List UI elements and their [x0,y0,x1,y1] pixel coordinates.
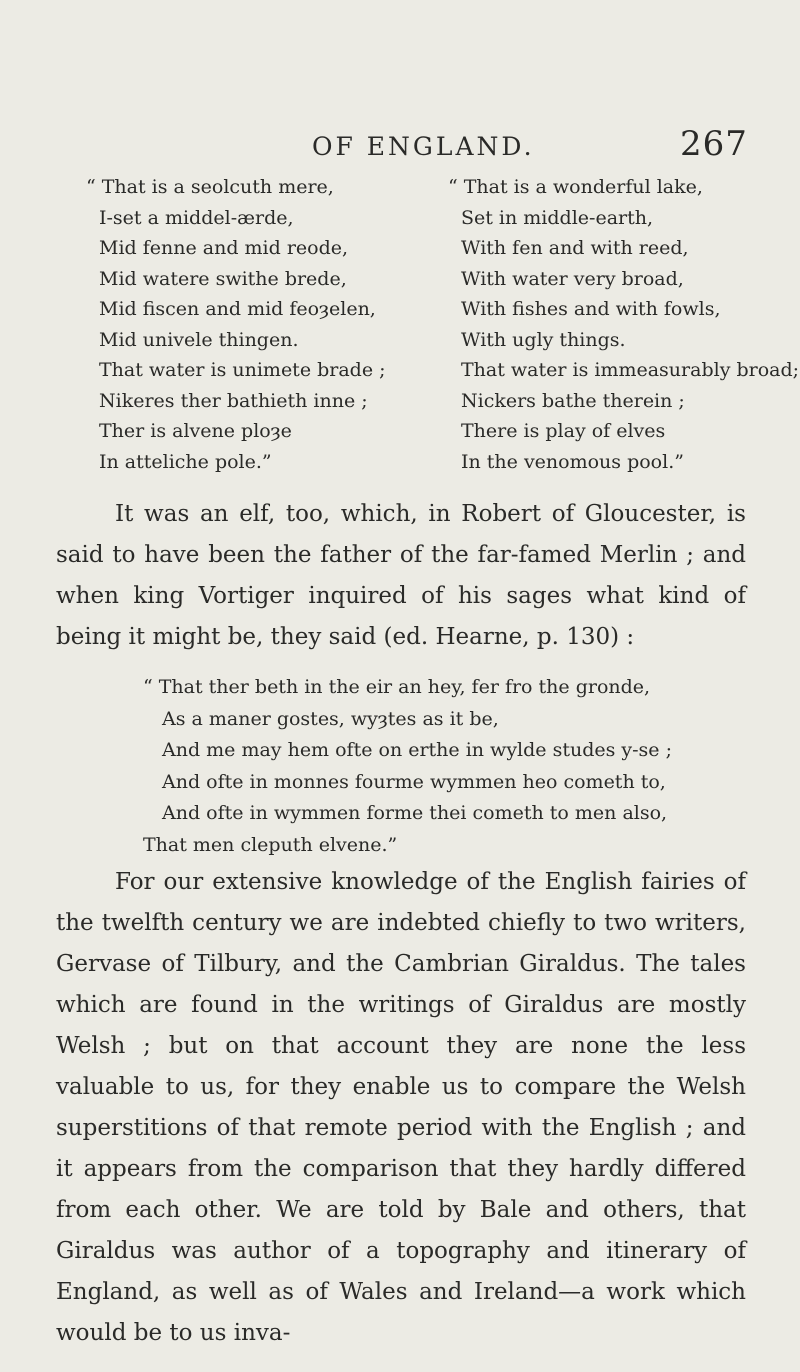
verse-line: And ofte in monnes fourme wymmen heo cometh to, [162,770,666,793]
poem-line: That water is unimete brade ; [99,359,386,381]
poem-line: In the venomous pool.” [461,450,684,473]
poem-line: With fen and with reed, [461,237,689,259]
poem-line: That water is immeasurably broad; [461,359,800,381]
page-number: 267 [680,124,748,164]
verse-line: “ That ther beth in the eir an hey, fer fro the gronde, [143,676,651,698]
paragraph-text: It was an elf, too, which, in Robert of Gloucester, is said to have been the father of the far-famed Merlin ; and when king Vortiger inquired of his sages what kind of being it might be, they said (ed. Hearne, p. 130) : [56,501,746,650]
body-paragraph [56,494,746,658]
poem-line: Mid watere swithe brede, [99,267,347,290]
poem-original-column [86,172,386,477]
paragraph-text: For our extensive knowledge of the English fairies of the twelfth century we are indebted chiefly to two writers, Gervase of Tilbury, and the Cambrian Giraldus. The tales which are found in the writings of Giraldus are mostly Welsh ; but on that account they are none the less valuable to us, for they enable us to compare the Welsh superstitions of that remote period with the English ; and it appears from the comparison that they hardly differed from each other. We are told by Bale and others, that Giraldus was author of a topography and itinerary of England, as well as of Wales and Ireland—a work which would be to us inva- [56,869,746,1346]
poem-line: Nickers bathe therein ; [461,389,685,412]
poem-line: Mid fiscen and mid feoȝelen, [99,298,376,320]
poem-line: I-set a middel-ærde, [99,206,294,229]
verse-line: As a maner gostes, wyȝtes as it be, [162,707,499,730]
poem-line: “ That is a wonderful lake, [448,176,703,198]
poem-line: “ That is a seolcuth mere, [86,176,334,198]
verse-line: And me may hem ofte on erthe in wylde studes y-se ; [162,739,672,761]
verse-line: That men cleputh elvene.” [143,833,398,856]
poem-line: In atteliche pole.” [99,450,272,473]
poem-translation-column [448,172,799,477]
poem-line: With fishes and with fowls, [461,298,721,320]
poem-line: With ugly things. [461,328,626,351]
verse-line: And ofte in wymmen forme thei cometh to men also, [162,802,668,824]
running-head: OF ENGLAND. [312,132,535,161]
poem-line: Set in middle-earth, [461,206,654,229]
poem-line: With water very broad, [461,267,684,290]
body-paragraph [56,862,746,1354]
poem-line: Nikeres ther bathieth inne ; [99,389,368,412]
verse-quotation [143,672,672,861]
poem-line: There is play of elves [461,420,666,442]
poem-line: Mid univele thingen. [99,328,299,351]
poem-line: Mid fenne and mid reode, [99,237,349,259]
poem-line: Ther is alvene ploȝe [99,420,292,442]
